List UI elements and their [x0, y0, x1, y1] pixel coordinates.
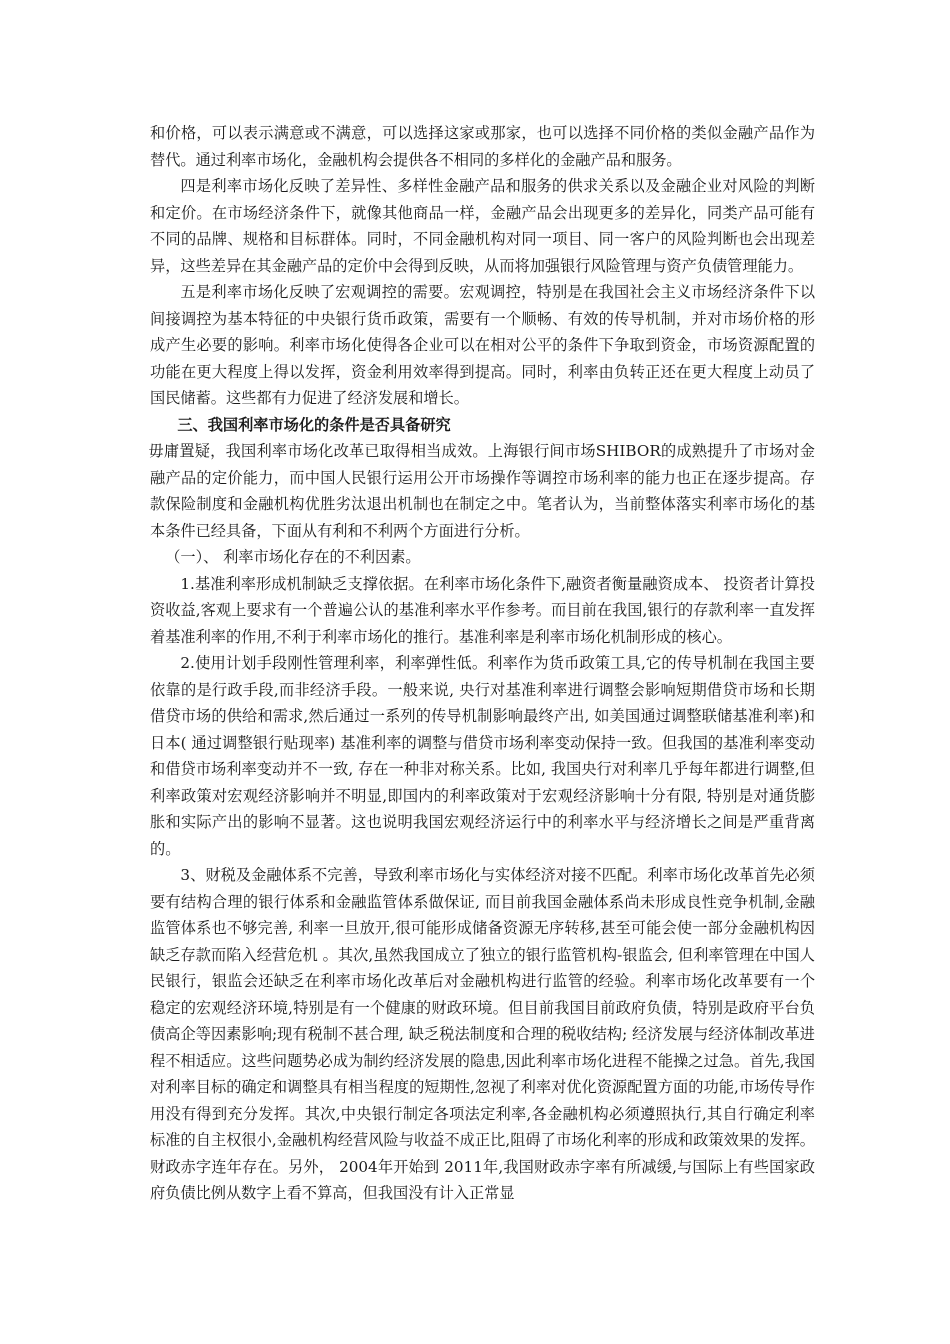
paragraph-point-four: 四是利率市场化反映了差异性、多样性金融产品和服务的供求关系以及金融企业对风险的判断和定价。在市场经济条件下，就像其他商品一样，金融产品会出现更多的差异化，同类产品可能有不同的品牌、规格和目标群体。同时，不同金融机构对同一项目、同一客户的风险判断也会出现差异，这些差异在其金融产品的定价中会得到反映，从而将加强银行风险管理与资产负债管理能力。 [150, 177, 815, 275]
paragraph-continuation: 和价格，可以表示满意或不满意，可以选择这家或那家，也可以选择不同价格的类似金融产品作为替代。通过利率市场化，金融机构会提供各不相同的多样化的金融产品和服务。 [150, 124, 815, 169]
section-heading: 三、我国利率市场化的条件是否具备研究 [177, 415, 451, 434]
paragraph-item-one: 1.基准利率形成机制缺乏支撑依据。在利率市场化条件下,融资者衡量融资成本、 投资者计算投资收益,客观上要求有一个普遍公认的基准利率水平作参考。而目前在我国,银行的存款利率一直发挥着基准利率的作用,不利于利率市场化的推行。基准利率是利率市场化机制形成的核心。 [150, 574, 815, 646]
paragraph-point-five: 五是利率市场化反映了宏观调控的需要。宏观调控，特别是在我国社会主义市场经济条件下以间接调控为基本特征的中央银行货币政策，需要有一个顺畅、有效的传导机制，并对市场价格的形成产生必要的影响。利率市场化使得各企业可以在相对公平的条件下争取到资金，市场资源配置的功能在更大程度上得以发挥，资金利用效率得到提高。同时，利率由负转正还在更大程度上动员了国民储蓄。这些都有力促进了经济发展和增长。 [150, 283, 815, 407]
subsection-heading: （一）、 利率市场化存在的不利因素。 [165, 548, 421, 566]
document-body [150, 120, 815, 1207]
paragraph-item-two: 2.使用计划手段刚性管理利率，利率弹性低。利率作为货币政策工具,它的传导机制在我国主要依靠的是行政手段,而非经济手段。一般来说, 央行对基准利率进行调整会影响短期借贷市场和长期借贷市场的供给和需求,然后通过一系列的传导机制影响最终产出, 如美国通过调整联储基准利率)和日本( 通过调整银行贴现率) 基准利率的调整与借贷市场利率变动保持一致。但我国的基准利率变动和借贷市场利率变动并不一致, 存在一种非对称关系。比如, 我国央行对利率几乎每年都进行调整,但利率政策对宏观经济影响并不明显,即国内的利率政策对于宏观经济影响十分有限, 特别是对通货膨胀和实际产出的影响不显著。这也说明我国宏观经济运行中的利率水平与经济增长之间是严重背离的。 [150, 654, 815, 858]
paragraph-intro: 毋庸置疑，我国利率市场化改革已取得相当成效。上海银行间市场SHIBOR的成熟提升了市场对金融产品的定价能力，而中国人民银行运用公开市场操作等调控市场利率的能力也正在逐步提高。存款保险制度和金融机构优胜劣汰退出机制也在制定之中。笔者认为，当前整体落实利率市场化的基本条件已经具备，下面从有利和不利两个方面进行分析。 [148, 442, 815, 540]
paragraph-item-three: 3、财税及金融体系不完善，导致利率市场化与实体经济对接不匹配。利率市场化改革首先必须要有结构合理的银行体系和金融监管体系做保证, 而目前我国金融体系尚未形成良性竞争机制,金融监管体系也不够完善, 利率一旦放开,很可能形成储备资源无序转移,甚至可能会使一部分金融机构因缺乏存款而陷入经营危机 。其次,虽然我国成立了独立的银行监管机构-银监会, 但利率管理在中国人民银行，银监会还缺乏在利率市场化改革后对金融机构进行监管的经验。利率市场化改革要有一个稳定的宏观经济环境,特别是有一个健康的财政环境。但目前我国目前政府负债，特别是政府平台负债高企等因素影响;现有税制不甚合理, 缺乏税法制度和合理的税收结构; 经济发展与经济体制改革进程不相适应。这些问题势必成为制约经济发展的隐患,因此利率市场化进程不能操之过急。首先,我国对利率目标的确定和调整具有相当程度的短期性,忽视了利率对优化资源配置方面的功能,市场传导作用没有得到充分发挥。其次,中央银行制定各项法定利率,各金融机构必须遵照执行,其自行确定利率标准的自主权很小,金融机构经营风险与收益不成正比,阻碍了市场化利率的形成和政策效果的发挥。财政赤字连年存在。另外， 2004年开始到 2011年,我国财政赤字率有所减缓,与国际上有些国家政府负债比例从数字上看不算高，但我国没有计入正常显 [150, 866, 815, 1202]
